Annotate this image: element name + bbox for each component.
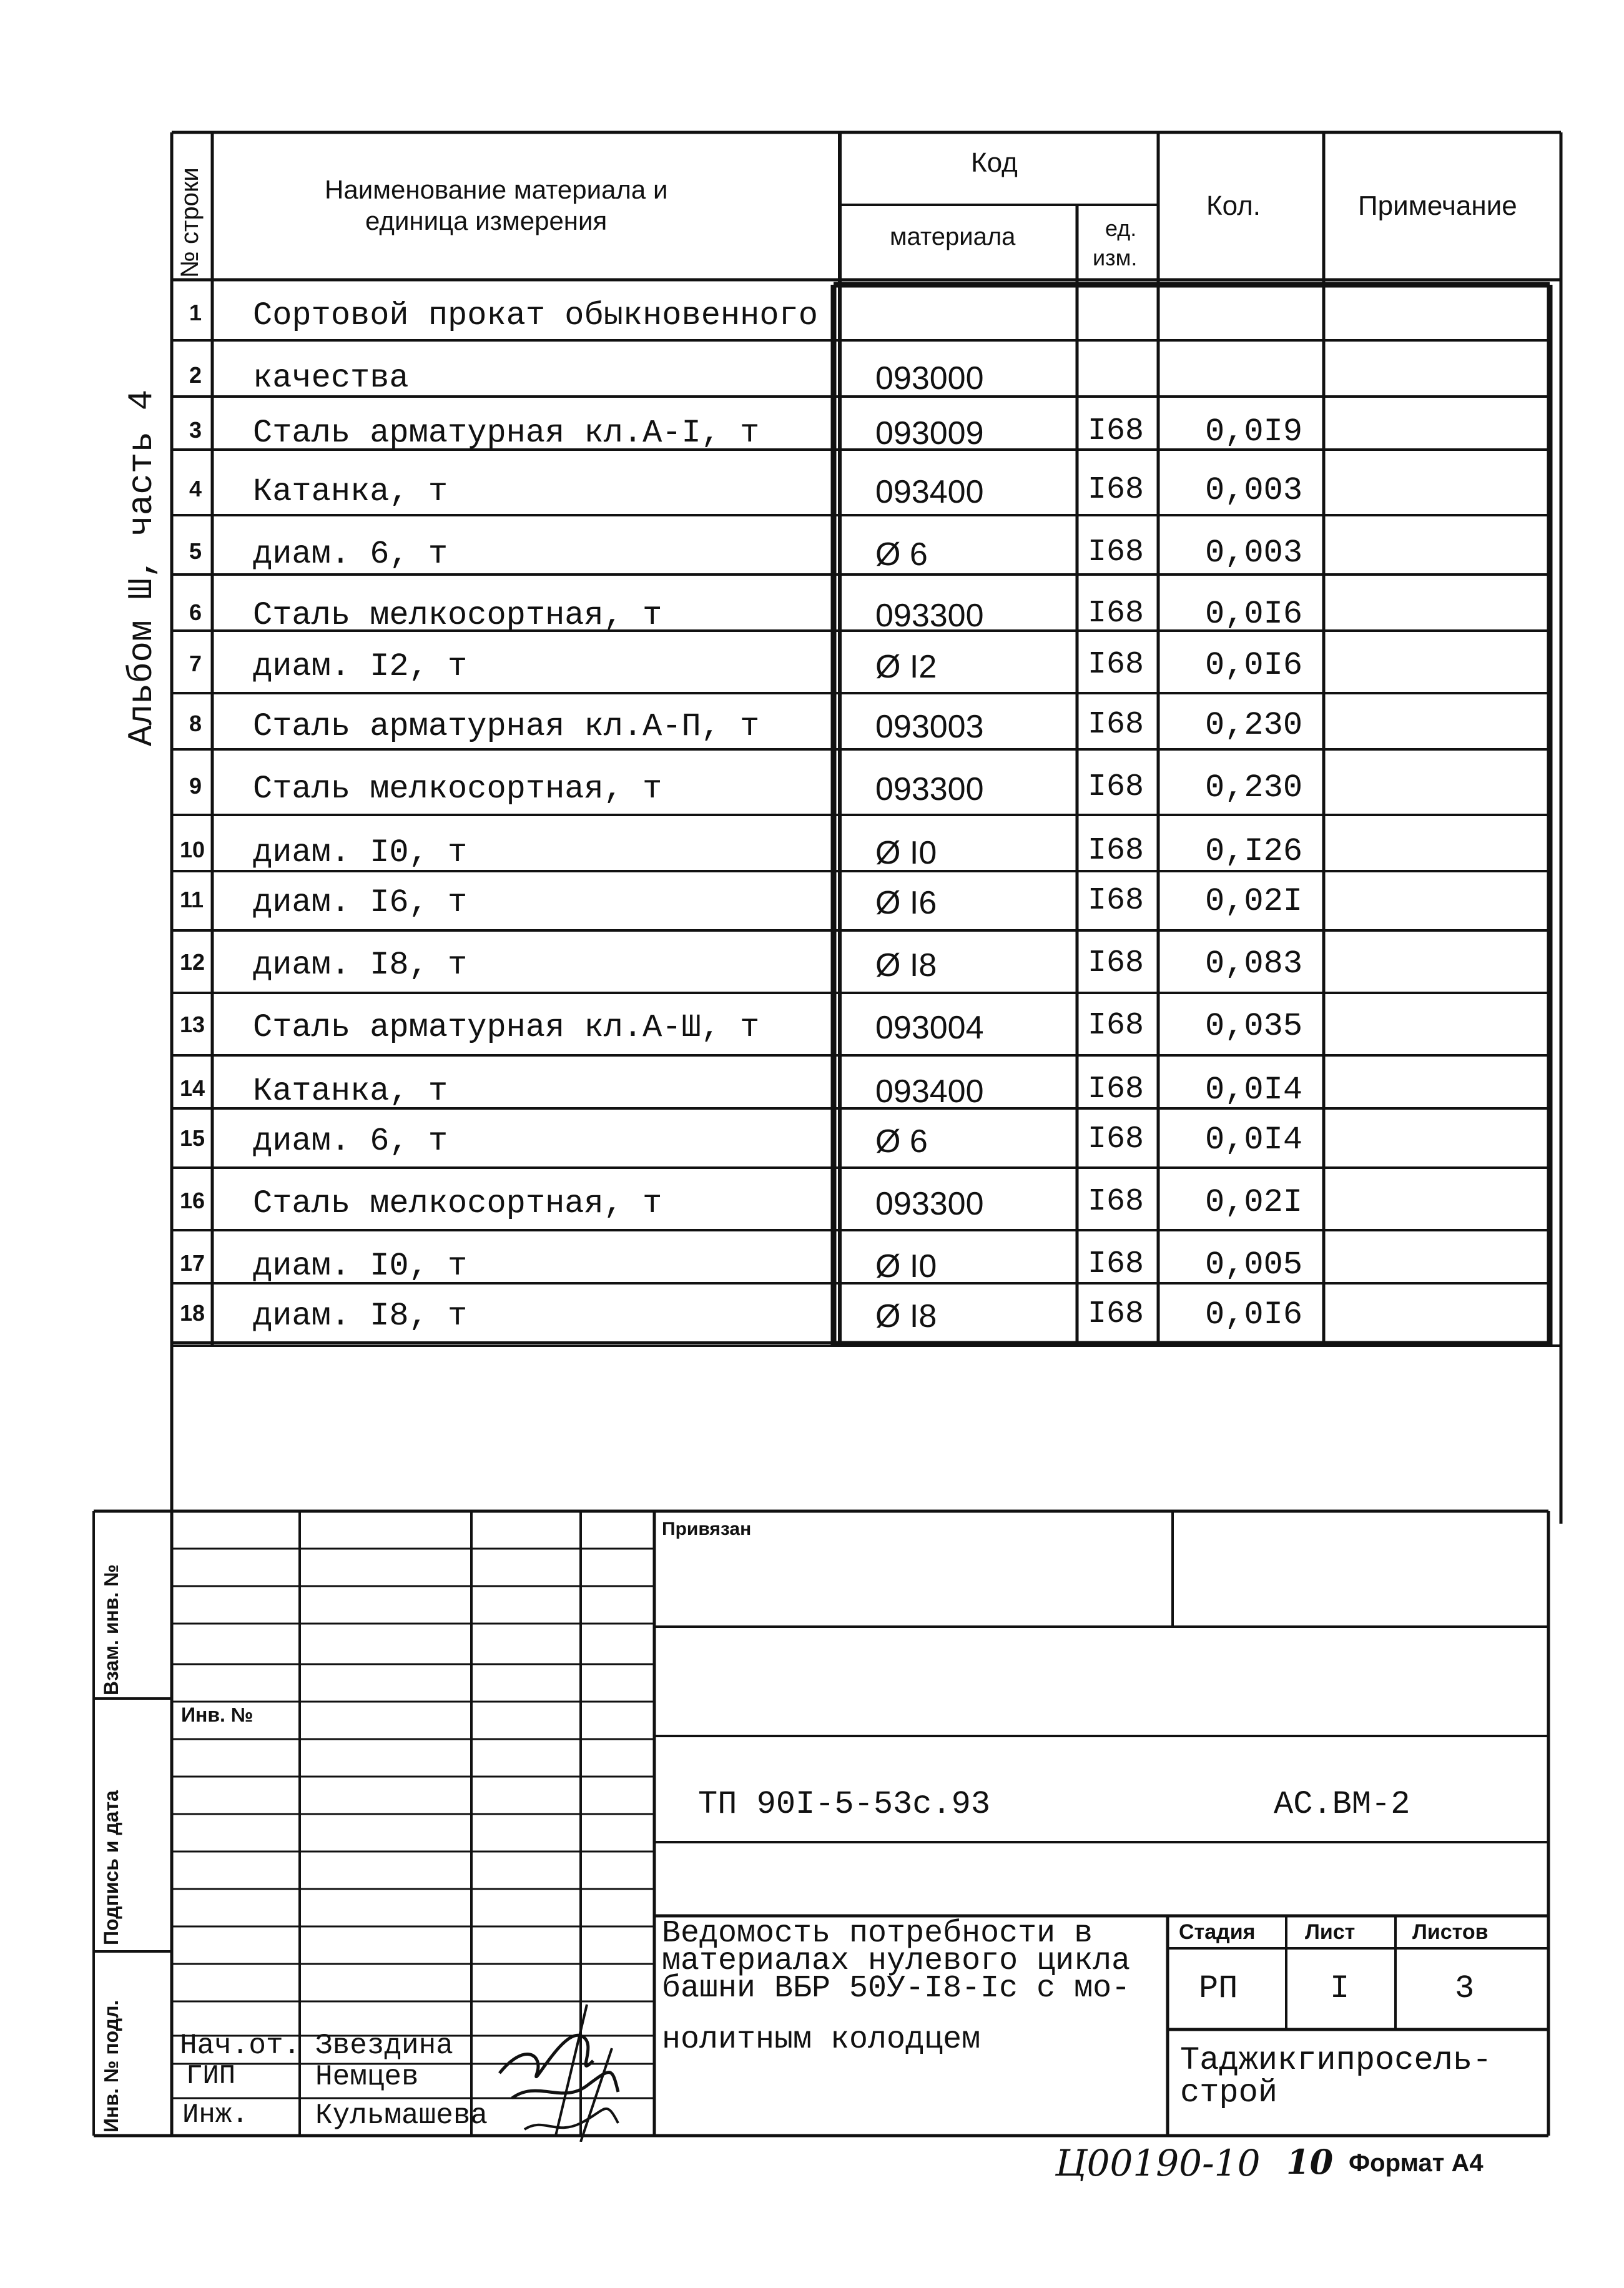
row-material-name: диам. I0, т bbox=[253, 1248, 468, 1285]
row-number: 17 bbox=[180, 1250, 205, 1276]
row-unit-code: I68 bbox=[1088, 1246, 1144, 1282]
header-unit-line2: изм. bbox=[1093, 245, 1138, 270]
row-material-code: Ø I6 bbox=[875, 885, 937, 921]
row-unit-code: I68 bbox=[1088, 1184, 1144, 1220]
stamp-title-line3: башни ВБР 50У-I8-Iс с мо- bbox=[662, 1971, 1131, 2006]
row-material-name: диам. I8, т bbox=[253, 1298, 468, 1334]
row-number: 16 bbox=[180, 1188, 205, 1213]
stamp-name-eng: Кульмашева bbox=[315, 2099, 488, 2132]
stamp-stage: РП bbox=[1199, 1970, 1238, 2007]
row-material-name: диам. I8, т bbox=[253, 947, 468, 984]
row-unit-code: I68 bbox=[1088, 1072, 1144, 1107]
row-material-name: диам. 6, т bbox=[253, 1123, 448, 1160]
stamp-sheet: I bbox=[1330, 1970, 1350, 2007]
row-unit-code: I68 bbox=[1088, 883, 1144, 919]
stamp-stage-label: Стадия bbox=[1179, 1920, 1256, 1944]
stamp-org-line1: Таджикгипросель- bbox=[1180, 2042, 1492, 2079]
row-material-name: Катанка, т bbox=[253, 473, 448, 510]
row-material-code: 093003 bbox=[875, 709, 984, 745]
row-material-name: качества bbox=[253, 360, 409, 397]
row-material-name: Сталь арматурная кл.А-I, т bbox=[253, 415, 760, 451]
stamp-privyazan: Привязан bbox=[662, 1519, 752, 1539]
row-material-name: Сортовой прокат обыкновенного bbox=[253, 297, 818, 334]
header-code: Код bbox=[971, 147, 1018, 178]
header-name-line1: Наименование материала и bbox=[325, 175, 668, 204]
row-number: 4 bbox=[189, 476, 202, 501]
row-material-code: 093300 bbox=[875, 598, 984, 634]
stamp-name-gip: Немцев bbox=[315, 2061, 419, 2093]
stamp-sheet-label: Лист bbox=[1305, 1920, 1356, 1944]
row-number: 2 bbox=[189, 362, 202, 388]
row-quantity: 0,I26 bbox=[1205, 833, 1303, 870]
row-number: 9 bbox=[189, 773, 202, 799]
row-material-code: 093000 bbox=[875, 360, 984, 397]
stamp-role-eng: Инж. bbox=[182, 2099, 249, 2131]
stamp-title-line2: материалах нулевого цикла bbox=[662, 1943, 1131, 1979]
stamp-doc-mark: АС.ВМ-2 bbox=[1274, 1786, 1410, 1823]
row-quantity: 0,035 bbox=[1205, 1008, 1303, 1045]
row-material-name: Катанка, т bbox=[253, 1073, 448, 1110]
row-quantity: 0,0I6 bbox=[1205, 1296, 1303, 1333]
row-material-code: Ø 6 bbox=[875, 1123, 928, 1160]
row-quantity: 0,003 bbox=[1205, 472, 1303, 509]
row-quantity: 0,0I4 bbox=[1205, 1072, 1303, 1108]
row-material-name: Сталь мелкосортная, т bbox=[253, 771, 662, 807]
stamp-inv-no: Инв. № bbox=[181, 1704, 253, 1726]
row-material-name: диам. I6, т bbox=[253, 884, 468, 921]
footer-inventory-number: Ц00190-10 bbox=[1055, 2142, 1261, 2184]
row-quantity: 0,0I6 bbox=[1205, 596, 1303, 633]
row-unit-code: I68 bbox=[1088, 1008, 1144, 1043]
header-row-number: № строки bbox=[176, 167, 204, 278]
row-material-name: диам. 6, т bbox=[253, 536, 448, 573]
row-quantity: 0,02I bbox=[1205, 883, 1303, 920]
header-unit-line1: ед. bbox=[1105, 215, 1137, 241]
row-unit-code: I68 bbox=[1088, 833, 1144, 869]
stamp-org-line2: строй bbox=[1180, 2074, 1278, 2111]
row-material-code: 093009 bbox=[875, 415, 984, 451]
album-side-label: Альбом Ш, часть 4 bbox=[122, 389, 162, 746]
footer-page-number: 10 bbox=[1286, 2142, 1334, 2182]
row-material-name: Сталь арматурная кл.А-П, т bbox=[253, 708, 760, 745]
row-material-code: 093004 bbox=[875, 1010, 984, 1046]
row-unit-code: I68 bbox=[1088, 1122, 1144, 1157]
stamp-side-original-inv: Инв. № подл. bbox=[100, 2000, 122, 2133]
stamp-role-gip: ГИП bbox=[186, 2061, 236, 2092]
row-quantity: 0,0I4 bbox=[1205, 1122, 1303, 1158]
stamp-role-head: Нач.от. bbox=[180, 2029, 301, 2062]
row-number: 1 bbox=[189, 300, 202, 325]
row-number: 14 bbox=[180, 1075, 205, 1101]
stamp-side-signature-date: Подпись и дата bbox=[100, 1790, 122, 1945]
row-number: 18 bbox=[180, 1300, 205, 1326]
row-number: 11 bbox=[180, 887, 204, 912]
row-unit-code: I68 bbox=[1088, 596, 1144, 631]
row-unit-code: I68 bbox=[1088, 769, 1144, 805]
row-material-code: 093300 bbox=[875, 771, 984, 807]
row-unit-code: I68 bbox=[1088, 413, 1144, 449]
stamp-doc-code: ТП 90I-5-53с.93 bbox=[698, 1786, 991, 1823]
row-material-name: диам. I0, т bbox=[253, 834, 468, 871]
row-quantity: 0,003 bbox=[1205, 535, 1303, 571]
row-unit-code: I68 bbox=[1088, 535, 1144, 570]
row-unit-code: I68 bbox=[1088, 647, 1144, 683]
row-number: 7 bbox=[189, 651, 202, 676]
stamp-sheets: 3 bbox=[1455, 1970, 1475, 2007]
row-quantity: 0,0I9 bbox=[1205, 413, 1303, 450]
row-material-name: Сталь мелкосортная, т bbox=[253, 597, 662, 634]
footer-format: Формат А4 bbox=[1349, 2149, 1484, 2177]
row-material-name: Сталь мелкосортная, т bbox=[253, 1185, 662, 1222]
row-number: 6 bbox=[189, 599, 202, 625]
row-material-code: Ø I2 bbox=[875, 649, 937, 685]
row-quantity: 0,230 bbox=[1205, 769, 1303, 806]
stamp-sheets-label: Листов bbox=[1412, 1920, 1489, 1944]
header-name-line2: единица измерения bbox=[365, 206, 608, 235]
header-note: Примечание bbox=[1358, 190, 1517, 221]
row-material-code: Ø I8 bbox=[875, 947, 937, 984]
row-material-name: Сталь арматурная кл.А-Ш, т bbox=[253, 1009, 760, 1046]
row-number: 10 bbox=[180, 837, 205, 862]
row-material-name: диам. I2, т bbox=[253, 648, 468, 685]
row-unit-code: I68 bbox=[1088, 707, 1144, 742]
row-unit-code: I68 bbox=[1088, 945, 1144, 981]
row-material-code: Ø I0 bbox=[875, 835, 937, 871]
row-material-code: Ø I0 bbox=[875, 1248, 937, 1285]
signature-scribbles bbox=[487, 1980, 649, 2142]
stamp-title-line4: нолитным колодцем bbox=[662, 2022, 981, 2058]
row-number: 12 bbox=[180, 949, 205, 975]
row-material-code: 093400 bbox=[875, 1073, 984, 1110]
header-qty: Кол. bbox=[1206, 190, 1261, 221]
row-material-code: Ø I8 bbox=[875, 1298, 937, 1334]
row-quantity: 0,005 bbox=[1205, 1246, 1303, 1283]
header-material: материала bbox=[890, 223, 1016, 250]
stamp-name-head: Звездина bbox=[315, 2029, 453, 2062]
row-quantity: 0,02I bbox=[1205, 1184, 1303, 1221]
row-quantity: 0,230 bbox=[1205, 707, 1303, 744]
row-quantity: 0,0I6 bbox=[1205, 647, 1303, 684]
row-number: 8 bbox=[189, 711, 202, 736]
row-unit-code: I68 bbox=[1088, 1296, 1144, 1332]
row-number: 3 bbox=[189, 417, 202, 443]
row-material-code: 093300 bbox=[875, 1186, 984, 1222]
stamp-side-replace-inv: Взам. инв. № bbox=[100, 1564, 122, 1695]
row-material-code: 093400 bbox=[875, 474, 984, 510]
row-number: 15 bbox=[180, 1125, 205, 1151]
stamp-title-line1: Ведомость потребности в bbox=[662, 1916, 1093, 1951]
row-unit-code: I68 bbox=[1088, 472, 1144, 508]
row-number: 13 bbox=[180, 1012, 205, 1037]
row-quantity: 0,083 bbox=[1205, 945, 1303, 982]
row-number: 5 bbox=[189, 538, 202, 564]
row-material-code: Ø 6 bbox=[875, 536, 928, 573]
